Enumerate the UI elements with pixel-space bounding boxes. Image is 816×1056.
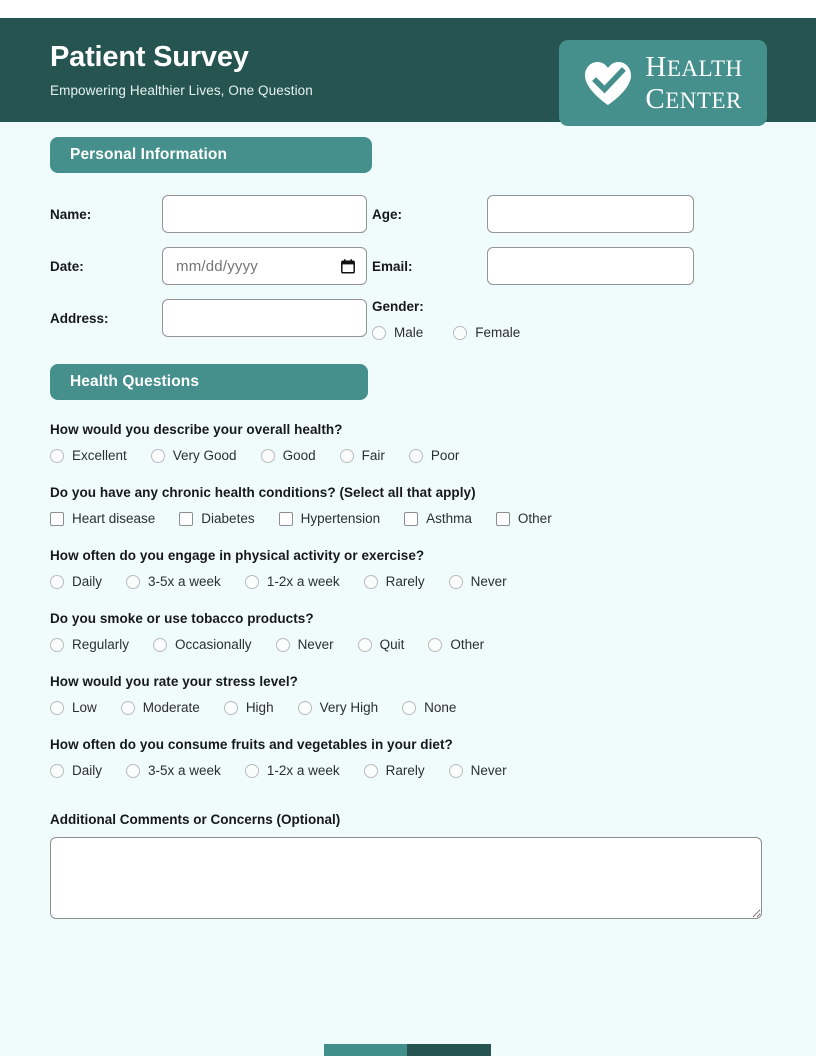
page-subtitle: Empowering Healthier Lives, One Question xyxy=(50,82,313,98)
age-label: Age: xyxy=(372,206,402,222)
radio-option[interactable] xyxy=(121,700,200,715)
radio-option[interactable] xyxy=(245,574,340,589)
question-text: How would you rate your stress level? xyxy=(50,674,298,689)
personal-right-column xyxy=(367,195,766,351)
radio-icon[interactable] xyxy=(449,764,463,778)
radio-option[interactable] xyxy=(50,448,127,463)
option-label: 1-2x a week xyxy=(266,574,340,589)
radio-option[interactable] xyxy=(151,448,237,463)
date-label: Date: xyxy=(50,258,84,274)
page-title: Patient Survey xyxy=(50,41,249,74)
option-label: Moderate xyxy=(142,700,200,715)
comments-label: Additional Comments or Concerns (Optional) xyxy=(50,812,341,827)
radio-icon[interactable] xyxy=(276,638,290,652)
radio-icon[interactable] xyxy=(409,449,423,463)
option-label: 3-5x a week xyxy=(148,763,221,778)
option-label: Poor xyxy=(430,448,460,463)
question-options xyxy=(50,700,766,715)
radio-option[interactable] xyxy=(50,637,129,652)
radio-icon[interactable] xyxy=(50,764,64,778)
calendar-icon[interactable] xyxy=(341,259,355,274)
option-label: Other xyxy=(450,637,485,652)
option-label: Other xyxy=(517,511,552,526)
date-placeholder-text: mm/dd/yyyy xyxy=(176,257,259,275)
radio-icon[interactable] xyxy=(340,449,354,463)
health-center-logo xyxy=(559,40,767,126)
question-options xyxy=(50,511,766,526)
option-label: Fair xyxy=(361,448,385,463)
checkbox-icon[interactable] xyxy=(496,512,510,526)
option-label: Heart disease xyxy=(72,511,156,526)
option-label: 1-2x a week xyxy=(266,763,340,778)
radio-option[interactable] xyxy=(126,574,221,589)
radio-option[interactable] xyxy=(449,763,507,778)
checkbox-icon[interactable] xyxy=(179,512,193,526)
radio-icon[interactable] xyxy=(402,701,416,715)
option-label: Daily xyxy=(72,574,103,589)
radio-icon[interactable] xyxy=(126,764,140,778)
radio-icon[interactable] xyxy=(428,638,442,652)
radio-option[interactable] xyxy=(224,700,274,715)
radio-icon[interactable] xyxy=(50,701,64,715)
section-header-health-questions: Health Questions xyxy=(50,364,368,400)
radio-option[interactable] xyxy=(50,700,97,715)
option-label: Diabetes xyxy=(201,511,255,526)
question-text: Do you smoke or use tobacco products? xyxy=(50,611,314,626)
option-label: Daily xyxy=(72,763,103,778)
radio-icon[interactable] xyxy=(298,701,312,715)
logo-line-1-rest: EALTH xyxy=(666,55,743,81)
comments-textarea[interactable] xyxy=(50,837,762,919)
gender-option-male[interactable] xyxy=(372,325,423,340)
email-field-row xyxy=(372,247,766,285)
radio-option[interactable] xyxy=(409,448,460,463)
radio-icon[interactable] xyxy=(50,575,64,589)
logo-line-2 xyxy=(645,82,742,115)
radio-icon[interactable] xyxy=(245,764,259,778)
option-label: Quit xyxy=(379,637,405,652)
age-input[interactable] xyxy=(487,195,694,233)
checkbox-option[interactable] xyxy=(404,511,472,526)
option-label: Regularly xyxy=(72,637,130,652)
option-label: Very High xyxy=(319,700,379,715)
address-label: Address: xyxy=(50,310,109,326)
radio-option[interactable] xyxy=(449,574,507,589)
option-label: 3-5x a week xyxy=(148,574,221,589)
form-content xyxy=(0,122,816,924)
radio-option[interactable] xyxy=(261,448,316,463)
option-label: Hypertension xyxy=(300,511,381,526)
radio-option[interactable] xyxy=(358,637,405,652)
address-input[interactable] xyxy=(162,299,367,337)
checkbox-icon[interactable] xyxy=(50,512,64,526)
page-header xyxy=(0,18,816,122)
radio-option[interactable] xyxy=(402,700,456,715)
radio-icon[interactable] xyxy=(224,701,238,715)
checkbox-icon[interactable] xyxy=(404,512,418,526)
option-label: Rarely xyxy=(385,763,425,778)
question-options xyxy=(50,574,766,589)
option-label: Rarely xyxy=(385,574,425,589)
gender-options xyxy=(372,325,766,340)
date-input[interactable] xyxy=(162,247,367,285)
footer-color-bars xyxy=(324,1044,491,1056)
option-label: High xyxy=(245,700,274,715)
radio-option[interactable] xyxy=(50,574,102,589)
radio-icon[interactable] xyxy=(358,638,372,652)
question-options xyxy=(50,637,766,652)
radio-option[interactable] xyxy=(50,763,102,778)
radio-icon[interactable] xyxy=(261,449,275,463)
checkbox-option[interactable] xyxy=(50,511,155,526)
option-label: None xyxy=(424,700,457,715)
question-text: How often do you engage in physical activity or exercise? xyxy=(50,548,425,563)
gender-option-label: Male xyxy=(394,325,424,340)
logo-line-2-rest: ENTER xyxy=(665,87,742,113)
radio-option[interactable] xyxy=(153,637,252,652)
option-label: Very Good xyxy=(172,448,237,463)
option-label: Excellent xyxy=(72,448,127,463)
logo-line-1 xyxy=(645,50,743,83)
checkbox-icon[interactable] xyxy=(279,512,293,526)
option-label: Never xyxy=(297,637,334,652)
radio-icon[interactable] xyxy=(245,575,259,589)
question-options xyxy=(50,448,766,463)
gender-option-female[interactable] xyxy=(453,325,520,340)
option-label: Never xyxy=(470,763,507,778)
option-label: Asthma xyxy=(426,511,472,526)
gender-option-label: Female xyxy=(475,325,521,340)
health-questions-list xyxy=(50,422,766,778)
radio-icon[interactable] xyxy=(453,326,467,340)
date-field-row xyxy=(50,247,367,285)
question-text: How often do you consume fruits and vegetables in your diet? xyxy=(50,737,453,752)
radio-icon[interactable] xyxy=(372,326,386,340)
checkbox-option[interactable] xyxy=(179,511,254,526)
name-input[interactable] xyxy=(162,195,367,233)
footer-bar-dark xyxy=(407,1044,491,1056)
radio-icon[interactable] xyxy=(50,449,64,463)
personal-information-grid xyxy=(50,195,766,351)
option-label: Good xyxy=(282,448,316,463)
radio-option[interactable] xyxy=(364,763,425,778)
question-text: Do you have any chronic health conditions? (Select all that apply) xyxy=(50,485,476,500)
name-label: Name: xyxy=(50,206,92,222)
address-field-row xyxy=(50,299,367,337)
logo-line-2-cap: C xyxy=(645,82,666,115)
option-label: Never xyxy=(470,574,507,589)
radio-icon[interactable] xyxy=(449,575,463,589)
radio-icon[interactable] xyxy=(153,638,167,652)
radio-icon[interactable] xyxy=(121,701,135,715)
option-label: Occasionally xyxy=(175,637,252,652)
radio-option[interactable] xyxy=(126,763,221,778)
section-header-personal-information: Personal Information xyxy=(50,137,372,173)
radio-option[interactable] xyxy=(276,637,334,652)
name-field-row xyxy=(50,195,367,233)
question-options xyxy=(50,763,766,778)
radio-option[interactable] xyxy=(245,763,340,778)
email-input[interactable] xyxy=(487,247,694,285)
option-label: Low xyxy=(72,700,97,715)
radio-icon[interactable] xyxy=(151,449,165,463)
heart-check-icon xyxy=(583,60,633,106)
email-label: Email: xyxy=(372,258,413,274)
question-text: How would you describe your overall health? xyxy=(50,422,343,437)
radio-icon[interactable] xyxy=(126,575,140,589)
age-field-row xyxy=(372,195,766,233)
checkbox-option[interactable] xyxy=(279,511,381,526)
radio-icon[interactable] xyxy=(364,575,378,589)
checkbox-option[interactable] xyxy=(496,511,552,526)
gender-label: Gender: xyxy=(372,299,424,314)
logo-wordmark xyxy=(645,50,743,115)
logo-line-1-cap: H xyxy=(645,50,667,83)
radio-option[interactable] xyxy=(364,574,425,589)
radio-icon[interactable] xyxy=(50,638,64,652)
radio-icon[interactable] xyxy=(364,764,378,778)
footer-bar-light xyxy=(324,1044,407,1056)
radio-option[interactable] xyxy=(298,700,379,715)
top-white-strip xyxy=(0,0,816,18)
radio-option[interactable] xyxy=(428,637,484,652)
radio-option[interactable] xyxy=(340,448,385,463)
personal-left-column xyxy=(50,195,367,351)
